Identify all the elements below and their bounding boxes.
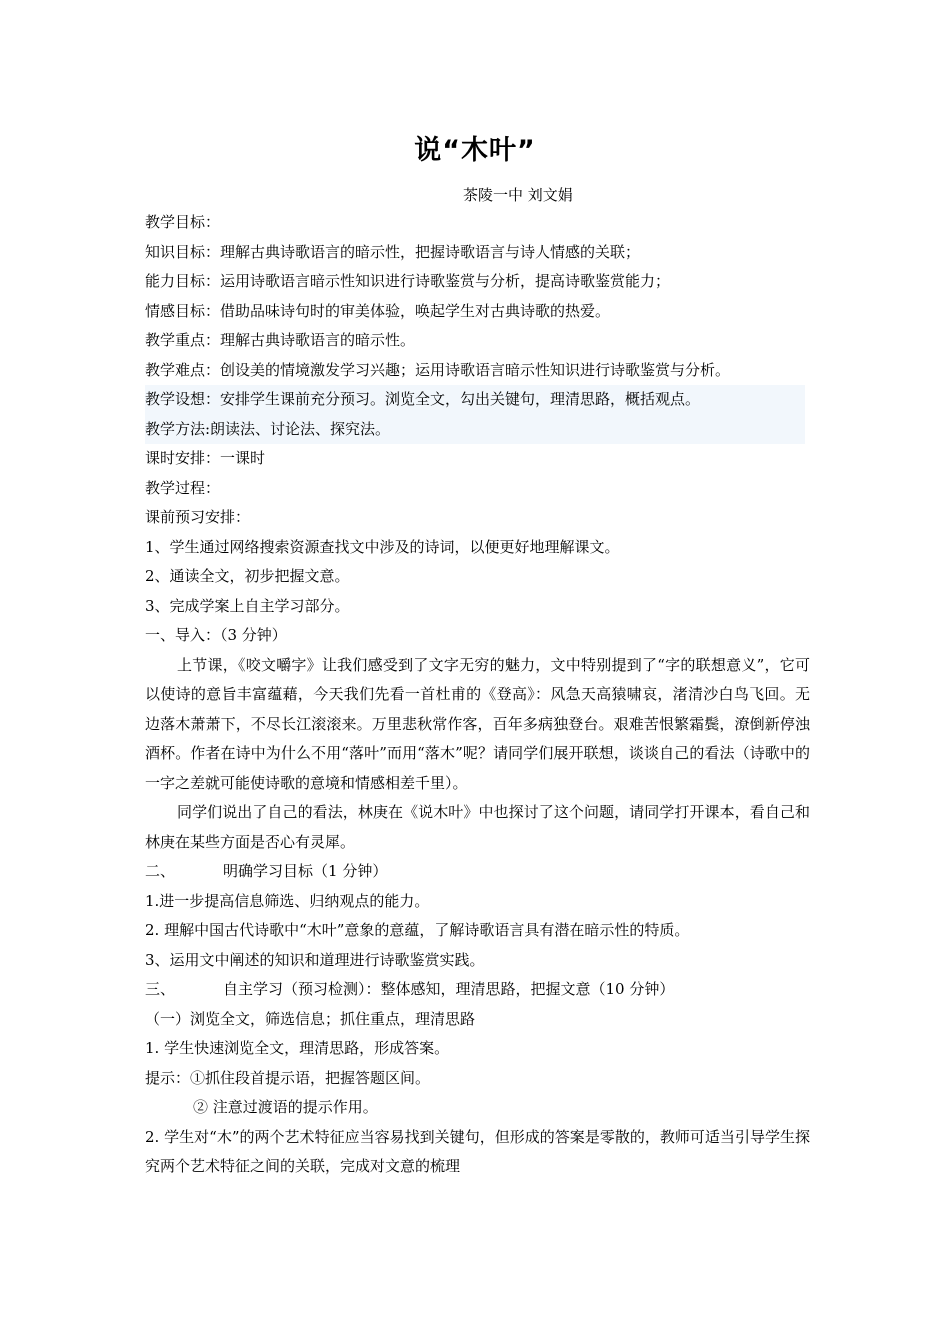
step-item: 1. 学生快速浏览全文，理清思路，形成答案。 [145,1039,450,1057]
schedule: 课时安排：一课时 [145,449,266,467]
preview-heading: 课前预习安排： [145,508,251,526]
section3-number: 三、 [145,980,176,998]
teaching-design: 教学设想：安排学生课前充分预习。浏览全文，勾出关键句，理清思路，概括观点。 [145,385,805,415]
preview-item: 2、通读全文，初步把握文意。 [145,567,350,585]
section1-paragraph: 同学们说出了自己的看法，林庚在《说木叶》中也探讨了这个问题，请同学打开课本，看自己和林庚在某些方面是否心有灵犀。 [145,803,810,851]
subsection-heading: （一）浏览全文，筛选信息；抓住重点，理清思路 [145,1009,476,1028]
emotion-goal: 情感目标：借助品味诗句时的审美体验，唤起学生对古典诗歌的热爱。 [145,301,611,320]
document-body [145,208,810,1182]
objective-item: 1.进一步提高信息筛选、归纳观点的能力。 [145,891,430,910]
section3-heading [145,975,810,1005]
difficulty: 教学难点：创设美的情境激发学习兴趣；运用诗歌语言暗示性知识进行诗歌鉴赏与分析。 [145,360,731,379]
teaching-method: 教学方法:朗读法、讨论法、探究法。 [145,415,805,445]
objective-item: 3、运用文中阐述的知识和道理进行诗歌鉴赏实践。 [145,950,485,969]
preview-item: 1、学生通过网络搜索资源查找文中涉及的诗词，以便更好地理解课文。 [145,537,620,556]
section3-title: 自主学习（预习检测）：整体感知，理清思路，把握文意（10 分钟） [223,980,675,998]
tip-item: 提示：①抓住段首提示语，把握答题区间。 [145,1068,431,1087]
tip-item: ② 注意过渡语的提示作用。 [193,1098,378,1116]
author-line: 茶陵一中 刘文娟 [463,186,573,204]
objective-item: 2. 理解中国古代诗歌中“木叶”意象的意蕴，了解诗歌语言具有潜在暗示性的特质。 [145,921,690,939]
section2-heading [145,857,810,887]
document-title: 说“木叶” [414,135,536,166]
key-point: 教学重点：理解古典诗歌语言的暗示性。 [145,331,416,349]
section2-number: 二、 [145,862,176,880]
ability-goal: 能力目标：运用诗歌语言暗示性知识进行诗歌鉴赏与分析，提高诗歌鉴赏能力； [145,272,671,290]
preview-item: 3、完成学案上自主学习部分。 [145,596,350,615]
knowledge-goal: 知识目标：理解古典诗歌语言的暗示性，把握诗歌语言与诗人情感的关联； [145,242,641,261]
goals-heading: 教学目标： [145,213,221,231]
section1-paragraph: 上节课，《咬文嚼字》让我们感受到了文字无穷的魅力，文中特别提到了“字的联想意义”，它可以使诗的意旨丰富蕴藉，今天我们先看一首杜甫的《登高》：风急天高猿啸哀，渚清沙白鸟飞回。无边落木萧萧下，不尽长江滚滚来。万里悲秋常作客，百年多病独登台。艰难苦恨繁霜鬓，潦倒新停浊酒杯。作者在诗中为什么不用“落叶”而用“落木”呢？请同学们展开联想，谈谈自己的看法（诗歌中的一字之差就可能使诗歌的意境和情感相差千里）。 [145,655,810,792]
section1-heading: 一、导入：（3 分钟） [145,626,287,644]
step-item: 2. 学生对“木”的两个艺术特征应当容易找到关键句，但形成的答案是零散的，教师可适当引导学生探究两个艺术特征之间的关联，完成对文意的梳理 [145,1127,810,1175]
process-heading: 教学过程： [145,478,221,497]
section2-title: 明确学习目标（1 分钟） [223,862,388,880]
